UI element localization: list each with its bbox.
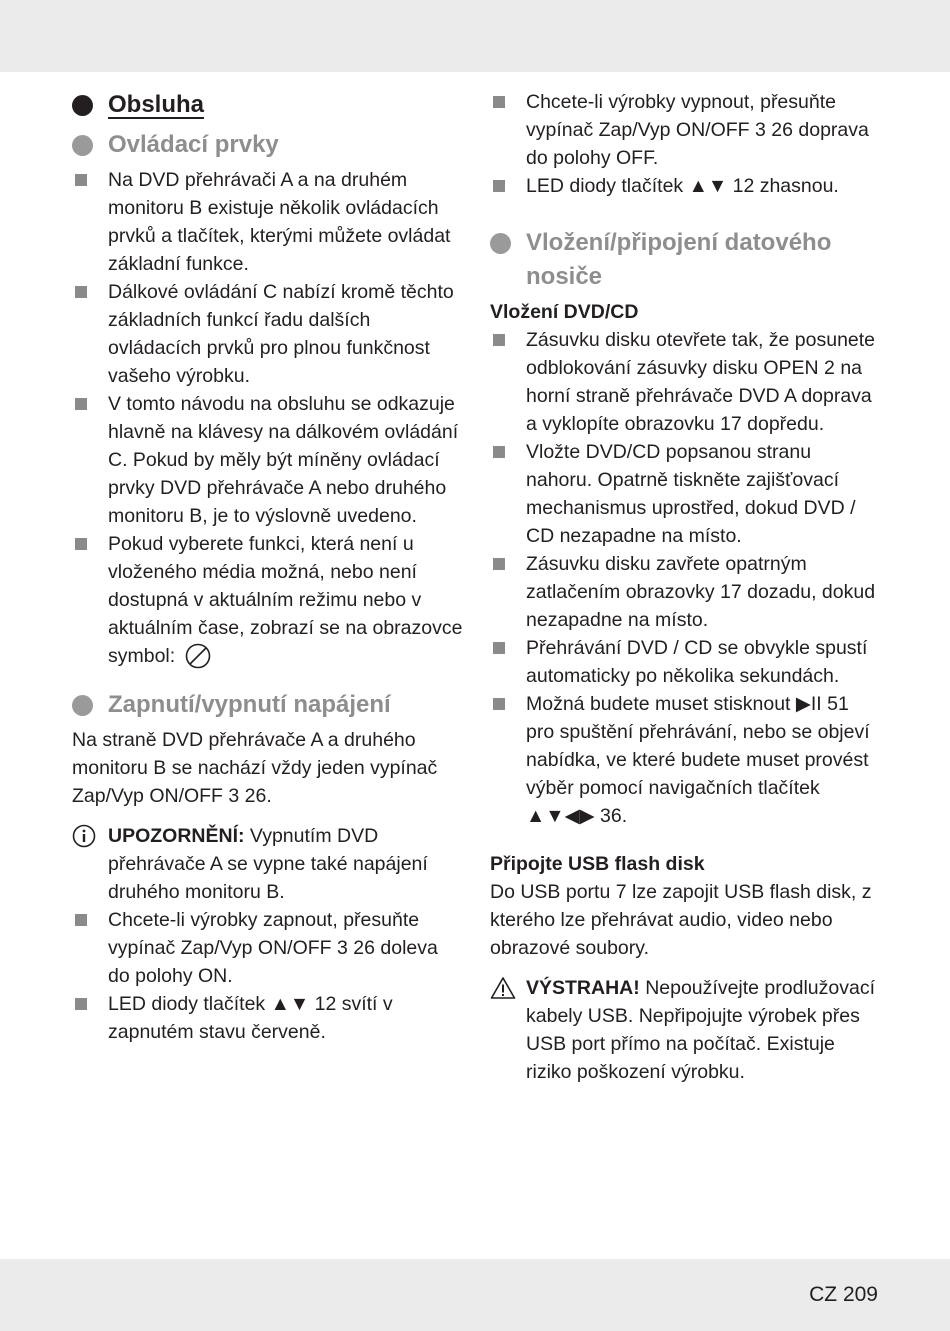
list-item: Pokud vyberete funkci, která není u vloženého média možná, nebo není dostupná v aktuálním režimu nebo v aktuálním čase, zobrazí se na obrazovce symbol:: [72, 530, 464, 670]
info-icon: [72, 824, 96, 848]
left-column: [72, 88, 464, 1046]
power-list-continued: [490, 88, 880, 200]
heading-vlozeni-dvd: Vložení DVD/CD: [490, 301, 639, 323]
heading-vlozeni-pripojeni: Vložení/připojení datového nosiče: [490, 226, 880, 294]
controls-list: [72, 166, 464, 670]
list-item: Možná budete muset stisknout ▶II 51 pro spuštění přehrávání, nebo se objeví nabídka, ve které budete muset provést výběr pomocí navigačních tlačítek ▲▼◀▶ 36.: [490, 690, 880, 830]
list-item: Zásuvku disku otevřete tak, že posunete odblokování zásuvky disku OPEN 2 na horní straně přehrávače DVD A doprava a vyklopíte obrazovku 17 dopředu.: [490, 326, 880, 438]
list-item: Zásuvku disku zavřete opatrným zatlačením obrazovky 17 dozadu, dokud nezapadne na místo.: [490, 550, 880, 634]
list-item: LED diody tlačítek ▲▼ 12 svítí v zapnutém stavu červeně.: [72, 990, 464, 1046]
bullet-dot-icon: [72, 95, 93, 116]
heading-obsluha: Obsluha: [72, 88, 464, 122]
list-item: Vložte DVD/CD popsanou stranu nahoru. Opatrně tiskněte zajišťovací mechanismus uprostřed, dokud DVD / CD nezapadne na místo.: [490, 438, 880, 550]
note-label: UPOZORNĚNÍ:: [108, 825, 245, 847]
list-item: Na DVD přehrávači A a na druhém monitoru B existuje několik ovládacích prvků a tlačítek, kterými můžete ovládat základní funkce.: [72, 166, 464, 278]
note-block: [72, 822, 464, 906]
right-column: [490, 88, 880, 1086]
warning-block: [490, 974, 880, 1086]
note-text: Vypnutím DVD přehrávače A se vypne také napájení druhého monitoru B.: [108, 825, 428, 903]
page-number: CZ 209: [809, 1283, 878, 1306]
prohibited-symbol-icon: [185, 643, 211, 669]
heading-ovladaci-prvky: Ovládací prvky: [72, 128, 464, 162]
list-item: Dálkové ovládání C nabízí kromě těchto základních funkcí řadu dalších ovládacích prvků pro plnou funkčnost vašeho výrobku.: [72, 278, 464, 390]
bullet-dot-icon: [490, 233, 511, 254]
heading-usb: Připojte USB flash disk: [490, 853, 705, 875]
bullet-dot-icon: [72, 695, 93, 716]
list-item: Chcete-li výrobky zapnout, přesuňte vypínač Zap/Vyp ON/OFF 3 26 doleva do polohy ON.: [72, 906, 464, 990]
footer-band: [0, 1259, 950, 1331]
heading-zapnuti-vypnuti: Zapnutí/vypnutí napájení: [72, 688, 464, 722]
list-item: Chcete-li výrobky vypnout, přesuňte vypínač Zap/Vyp ON/OFF 3 26 doprava do polohy OFF.: [490, 88, 880, 172]
list-item: LED diody tlačítek ▲▼ 12 zhasnou.: [490, 172, 880, 200]
power-list: [72, 906, 464, 1046]
warning-text: Nepoužívejte prodlužovací kabely USB. Nepřipojujte výrobek přes USB port přímo na počítač. Existuje riziko poškození výrobku.: [526, 977, 875, 1083]
power-intro: Na straně DVD přehrávače A a druhého monitoru B se nachází vždy jeden vypínač Zap/Vyp ON/OFF 3 26.: [72, 729, 438, 807]
warning-triangle-icon: [490, 976, 516, 1000]
top-band: [0, 0, 950, 72]
bullet-dot-icon: [72, 135, 93, 156]
warning-label: VÝSTRAHA!: [526, 977, 640, 999]
list-item: V tomto návodu na obsluhu se odkazuje hlavně na klávesy na dálkovém ovládání C. Pokud by měly být míněny ovládací prvky DVD přehrávače A nebo druhého monitoru B, je to výslovně uvedeno.: [72, 390, 464, 530]
list-item: Přehrávání DVD / CD se obvykle spustí automaticky po několika sekundách.: [490, 634, 880, 690]
usb-text: Do USB portu 7 lze zapojit USB flash disk, z kterého lze přehrávat audio, video nebo obrazové soubory.: [490, 881, 872, 959]
dvd-list: [490, 326, 880, 830]
